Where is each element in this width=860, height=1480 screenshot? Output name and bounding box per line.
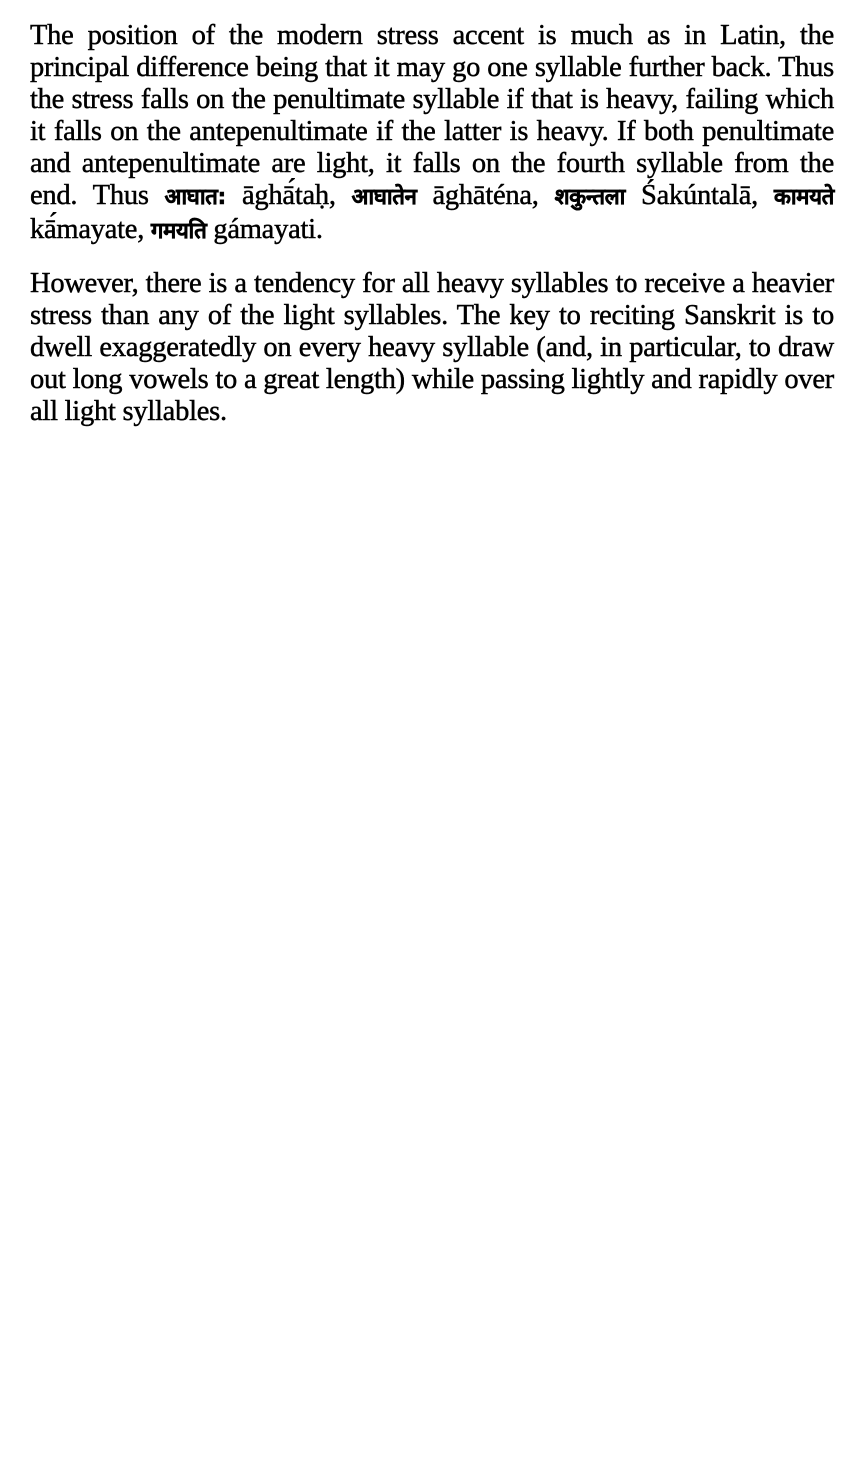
example-sakuntala: [555, 180, 774, 211]
example-romanization: āghāténa: [432, 180, 532, 211]
example-devanagari: गमयति: [150, 219, 207, 244]
example-separator: ,: [137, 214, 151, 245]
example-devanagari: आघातेन: [351, 185, 417, 210]
example-romanization: gámayati: [213, 214, 316, 245]
example-devanagari: शकुन्तला: [554, 185, 626, 210]
example-gamayati: [151, 214, 323, 245]
example-aghatena: [352, 180, 555, 211]
example-devanagari: कामयते: [773, 185, 835, 210]
paragraph-heavy-syllables: However, there is a tendency for all heavy syllables to receive a heavier stress than any of the light syllables. The key to reciting Sanskrit is to dwell exaggeratedly on every heavy syllable (and, in particular, to draw out long vowels to a great length) while passing lightly and rapidly over all light syllables.: [30, 268, 834, 427]
example-devanagari: आघात:: [164, 185, 227, 210]
example-romanization: āghā́taḥ: [242, 180, 329, 211]
example-aghatah: [165, 180, 352, 211]
example-separator: ,: [328, 180, 352, 211]
document-page: [30, 20, 834, 428]
example-separator: .: [315, 214, 323, 245]
example-separator: ,: [751, 180, 774, 211]
example-separator: ,: [531, 180, 555, 211]
paragraph-1-text: The position of the modern stress accent is much as in Latin, the principal difference being that it may go one syllable further back. Thus the stress falls on the penultimate syllable if that is heavy, failing which it falls on the antepenultimate if the latter is heavy. If both penultimate and antepenultimate are light, it falls on the fourth syllable from the end. Thus: [30, 20, 834, 211]
example-romanization: kā́mayate: [30, 214, 138, 245]
paragraph-stress-position: [30, 20, 834, 248]
example-romanization: Śakúntalā: [641, 180, 752, 211]
